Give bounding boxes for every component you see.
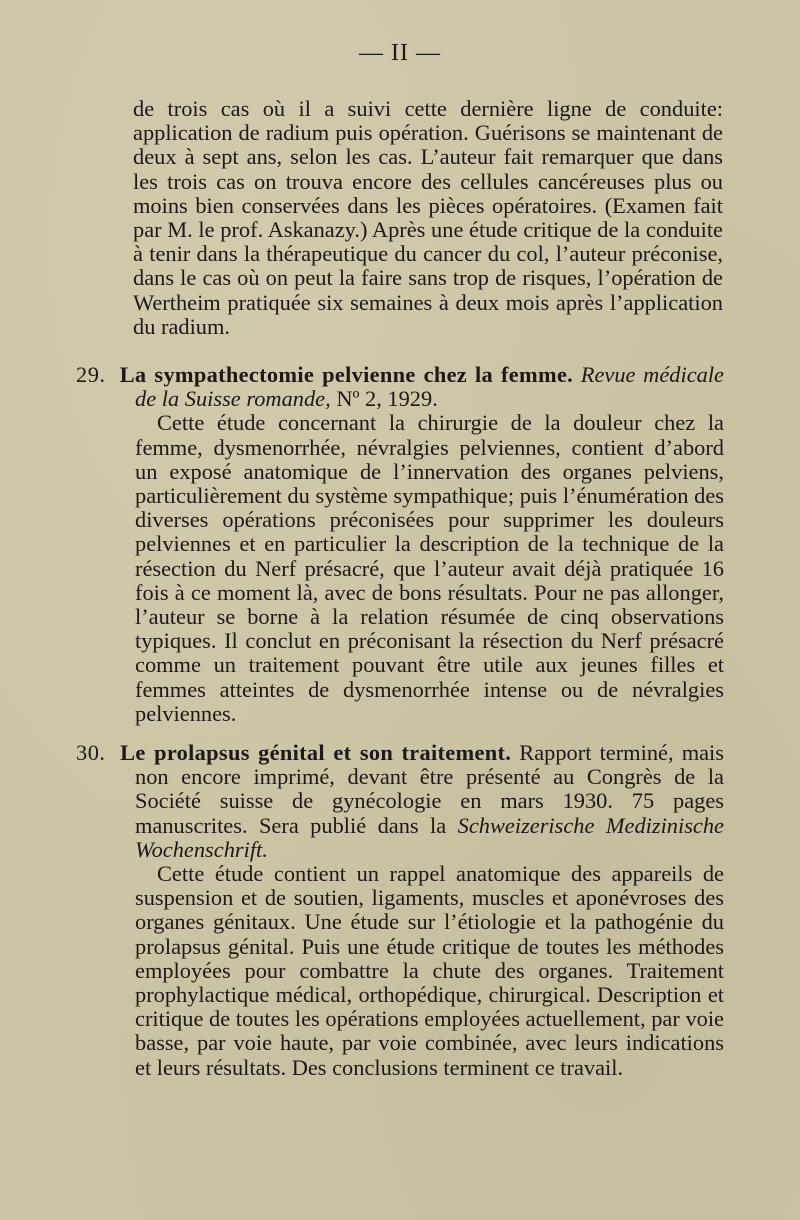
entry-title: La sympathectomie pelvienne chez la femme.	[119, 362, 574, 387]
entry-heading	[76, 363, 724, 411]
entry-details: Rapport terminé, mais non encore imprimé, devant être présenté au Congrès de la Société suisse de gynécologie en mars 1930. 75 pages manuscrites. Sera publié dans la	[135, 740, 724, 838]
bibliography-entry-30	[76, 741, 724, 1080]
entry-summary: Cette étude contient un rappel anatomique des appareils de suspension et de soutien, ligaments, muscles et aponévroses des organes génitaux. Une étude sur l’étiologie et la pathogénie du prolapsus génital. Puis une étude critique de toutes les méthodes employées pour combattre la chute des organes. Traitement prophylactique médical, orthopédique, chirurgical. Description et critique de toutes les opérations employées actuellement, par voie basse, par voie haute, par voie combinée, avec leurs indications et leurs résultats. Des conclusions terminent ce travail.	[135, 861, 724, 1080]
entry-reference-journal: Schweizerische Medizinische Wochenschrift.	[135, 812, 724, 862]
entry-number: 30.	[76, 740, 106, 765]
entry-title: Le prolapsus génital et son traitement.	[120, 740, 512, 765]
entry-reference-journal: Revue médicale de la Suisse romande,	[135, 362, 724, 412]
bibliography-entry-29	[76, 363, 724, 726]
entry-number: 29.	[76, 362, 106, 387]
intro-paragraph: de trois cas où il a suivi cette dernière ligne de conduite: application de radium puis opération. Guérisons se maintenant de deux à sept ans, selon les cas. L’auteur fait remarquer que dans les trois cas on trouva encore des cellules cancéreuses plus ou moins bien conservées dans les pièces opératoires. (Examen fait par M. le prof. Askanazy.) Après une étude critique de la conduite à tenir dans la thérapeutique du cancer du col, l’auteur préconise, dans le cas où on peut la faire sans trop de risques, l’opération de Wertheim pratiquée six semaines à deux mois après l’application du radium.	[133, 96, 723, 339]
entry-heading	[76, 741, 724, 862]
entry-reference-issue: Nº 2, 1929.	[336, 386, 438, 412]
page-number: — II —	[359, 40, 441, 66]
entry-summary: Cette étude concernant la chirurgie de la douleur chez la femme, dysmenorrhée, névralgies pelviennes, contient d’abord un exposé anatomique de l’innervation des organes pelviens, particulièrement du système sympathique; puis l’énumération des diverses opérations préconisées pour supprimer les douleurs pelviennes et en particulier la description de la technique de la résection du Nerf présacré, que l’auteur avait déjà pratiquée 16 fois à ce moment là, avec de bons résultats. Pour ne pas allonger, l’auteur se borne à la relation résumée de cinq observations typiques. Il conclut en préconisant la résection du Nerf présacré comme un traitement pouvant être utile aux jeunes filles et femmes atteintes de dysmenorrhée intense ou de névralgies pelviennes.	[135, 410, 724, 726]
